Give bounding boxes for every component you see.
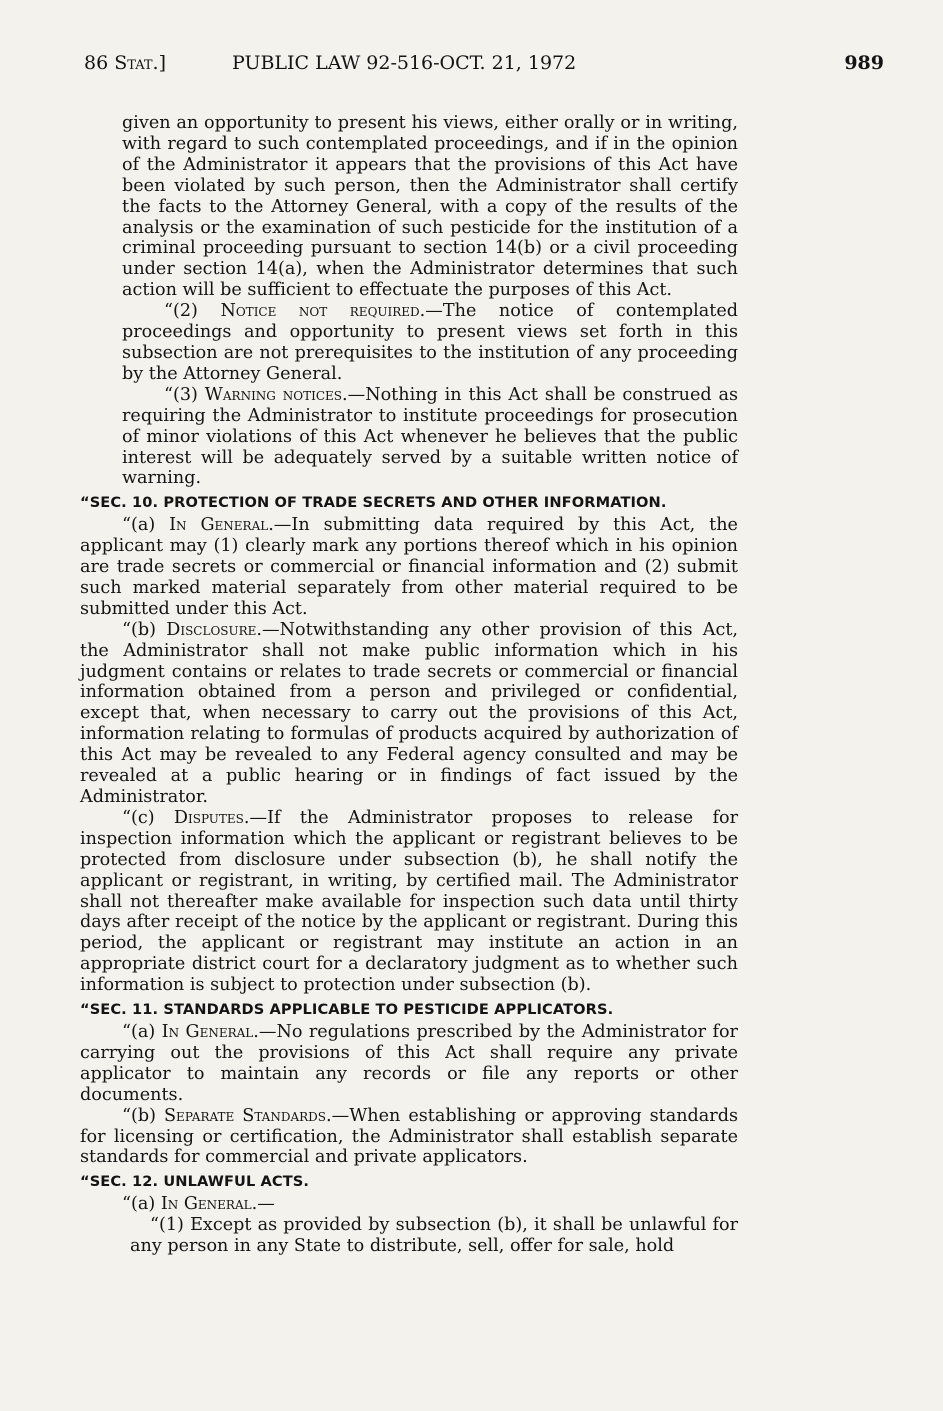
paragraph-10a	[80, 515, 738, 620]
subsection-marker: “(a)	[122, 1194, 161, 1215]
subsection-heading: In General.	[161, 1021, 259, 1042]
subsection-marker: “(c)	[122, 807, 174, 828]
subsection-text: —In submitting data required by this Act, the applicant may (1) clearly mark any portions thereof which in his opinion are trade secrets or commercial or financial information and (2) submit such marked material separately from other material required to be submitted under this Act.	[80, 515, 738, 619]
statute-volume: 86 Stat.]	[84, 52, 166, 74]
paragraph-12a1: “(1) Except as provided by subsection (b), it shall be unlawful for any person in any State to distribute, sell, offer for sale, hold	[130, 1215, 738, 1257]
subsection-marker: “(a)	[122, 515, 170, 536]
section-10-heading: “SEC. 10. PROTECTION OF TRADE SECRETS AND OTHER INFORMATION.	[80, 494, 667, 512]
paragraph-12a	[80, 1194, 738, 1215]
clause-text: —The notice of contemplated proceedings and opportunity to present views set forth in this subsection are not prerequisites to the institution of any proceeding by the Attorney General.	[122, 301, 738, 384]
subsection-text: —When establishing or approving standards for licensing or certification, the Administrator shall establish separate standards for commercial and private applicators.	[80, 1105, 738, 1168]
clause-marker: “(2)	[164, 301, 221, 322]
paragraph-10b	[80, 620, 738, 808]
page-header	[84, 52, 884, 82]
subsection-heading: In General.	[169, 515, 274, 536]
section-12-heading: “SEC. 12. UNLAWFUL ACTS.	[80, 1173, 310, 1191]
subsection-text: —No regulations prescribed by the Administrator for carrying out the provisions of this Act shall require any private applicator to maintain any records or file any reports or other documents.	[80, 1021, 738, 1105]
document-body	[80, 113, 738, 1257]
paragraph-warning-notices	[80, 385, 738, 490]
page-number: 989	[844, 52, 884, 74]
subsection-text: —If the Administrator proposes to release for inspection information which the applicant or registrant believes to be protected from disclosure under subsection (b), he shall notify the applicant or registrant, in writing, by certified mail. The Administrator shall not thereafter make available for inspection such data until thirty days after receipt of the notice by the applicant or registrant. During this period, the applicant or registrant may institute an action in an appropriate district court for a declaratory judgment as to whether such information is subject to protection under subsection (b).	[80, 807, 738, 996]
law-title: PUBLIC LAW 92-516-OCT. 21, 1972	[232, 52, 577, 74]
paragraph-continuation: given an opportunity to present his views, either orally or in writing, with regard to such contemplated proceedings, and if in the opinion of the Administrator it appears that the provisions of this Act have been violated by such person, then the Administrator shall certify the facts to the Attorney General, with a copy of the results of the analysis or the examination of such pesticide for the institution of a criminal proceeding pursuant to section 14(b) or a civil proceeding under section 14(a), when the Administrator determines that such action will be sufficient to effectuate the purposes of this Act.	[122, 113, 738, 301]
subsection-heading: In General.	[160, 1194, 258, 1215]
clause-marker: “(3)	[164, 384, 205, 405]
clause-heading: Warning notices.	[204, 384, 348, 405]
paragraph-10c	[80, 808, 738, 996]
subsection-text: —Notwithstanding any other provision of this Act, the Administrator shall not make public information which in his judgment contains or relates to trade secrets or commercial or financial information obtained from a person and privileged or confidential, except that, when necessary to carry out the provisions of this Act, information relating to formulas of products acquired by authorization of this Act may be revealed to any Federal agency consulted and may be revealed at a public hearing or in findings of fact issued by the Administrator.	[80, 619, 738, 807]
paragraph-11a	[80, 1022, 738, 1106]
subsection-heading: Disclosure.	[166, 619, 263, 640]
clause-text: —Nothing in this Act shall be construed as requiring the Administrator to institute proceedings for prosecution of minor violations of this Act whenever he believes that the public interest will be adequately served by a suitable written notice of warning.	[122, 384, 738, 489]
subsection-marker: “(b)	[122, 619, 167, 640]
subsection-heading: Disputes.	[173, 807, 250, 828]
paragraph-11b	[80, 1106, 738, 1169]
paragraph-notice-not-required	[80, 301, 738, 385]
clause-heading: Notice not required.	[220, 301, 426, 322]
section-11-heading: “SEC. 11. STANDARDS APPLICABLE TO PESTICIDE APPLICATORS.	[80, 1001, 614, 1019]
subsection-text: —	[257, 1194, 275, 1215]
subsection-heading: Separate Standards.	[164, 1105, 332, 1126]
subsection-marker: “(b)	[122, 1105, 164, 1126]
subsection-marker: “(a)	[122, 1021, 162, 1042]
